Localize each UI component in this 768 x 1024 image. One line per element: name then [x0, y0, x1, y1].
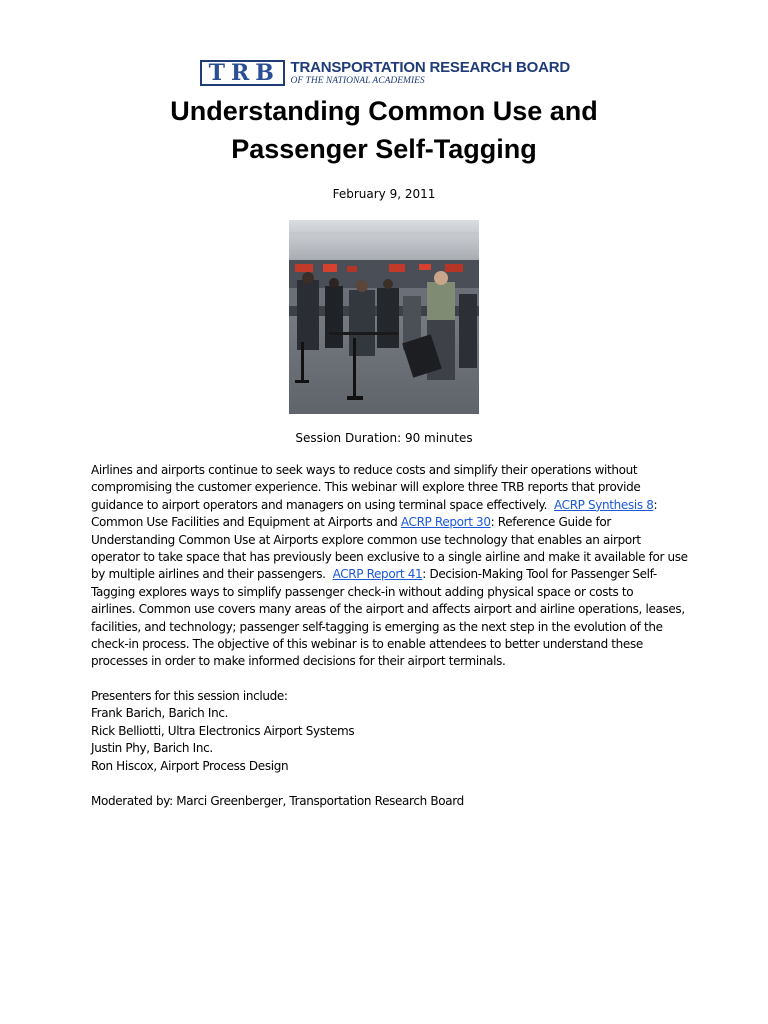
description-line: airlines. Common use covers many areas of the airport and affects airport and airline operations, leases,	[91, 602, 685, 617]
description-line: check-in process. The objective of this webinar is to enable attendees to better understand these	[91, 637, 643, 652]
description-line	[91, 497, 681, 514]
description-line: Tagging explores ways to simplify passenger check-in without adding physical space or costs to	[91, 584, 634, 599]
trb-logo	[200, 58, 570, 88]
description-line	[91, 514, 681, 531]
description-line: operator to take space that has previously been exclusive to a single airline and make it available for use	[91, 550, 688, 565]
trb-logo-text	[291, 60, 570, 86]
presenter-item: Frank Barich, Barich Inc.	[91, 706, 229, 721]
airport-check-in-photo	[289, 220, 479, 414]
description-text: by multiple airlines and their passengers.	[91, 567, 326, 582]
description-text: : Reference Guide for	[490, 515, 611, 530]
acrp-report-30-link[interactable]: ACRP Report 30	[400, 515, 491, 530]
description-line: compromising the customer experience. This webinar will explore three TRB reports that provide	[91, 480, 641, 495]
photo-illustration	[289, 220, 479, 414]
event-date: February 9, 2011	[332, 187, 436, 201]
webinar-description	[91, 462, 688, 671]
presenter-item: Ron Hiscox, Airport Process Design	[91, 758, 289, 773]
moderator: Moderated by: Marci Greenberger, Transportation Research Board	[91, 794, 464, 808]
trb-logo-mark	[200, 60, 285, 86]
acrp-report-41-link[interactable]: ACRP Report 41	[332, 567, 423, 582]
presenter-item: Rick Belliotti, Ultra Electronics Airport Systems	[91, 723, 355, 738]
description-text: :	[653, 497, 658, 512]
description-line	[91, 566, 681, 583]
description-line: processes in order to make informed decisions for their airport terminals.	[91, 654, 506, 669]
description-text: guidance to airport operators and managers on using terminal space effectively.	[91, 497, 548, 512]
presenter-item: Justin Phy, Barich Inc.	[91, 741, 213, 756]
session-duration: Session Duration: 90 minutes	[295, 431, 473, 445]
presenters-section	[91, 688, 681, 775]
description-line: facilities, and technology; passenger self-tagging is emerging as the next step in the evolution of the	[91, 619, 663, 634]
logo-name: TRANSPORTATION RESEARCH BOARD	[290, 59, 570, 76]
page-title	[0, 92, 768, 168]
description-text: Common Use Facilities and Equipment at Airports and	[91, 515, 398, 530]
logo-subtitle: OF THE NATIONAL ACADEMIES	[290, 76, 425, 86]
description-line: Understanding Common Use at Airports explore common use technology that enables an airport	[91, 532, 641, 547]
description-text: : Decision-Making Tool for Passenger Self-	[422, 567, 657, 582]
trb-logo-mark-text: TRB	[208, 60, 280, 86]
title-line-1: Understanding Common Use and	[170, 96, 598, 126]
title-line-2: Passenger Self-Tagging	[231, 134, 537, 164]
description-line: Airlines and airports continue to seek ways to reduce costs and simplify their operations without	[91, 463, 638, 477]
presenters-heading: Presenters for this session include:	[91, 689, 288, 703]
acrp-synthesis-8-link[interactable]: ACRP Synthesis 8	[554, 497, 654, 512]
